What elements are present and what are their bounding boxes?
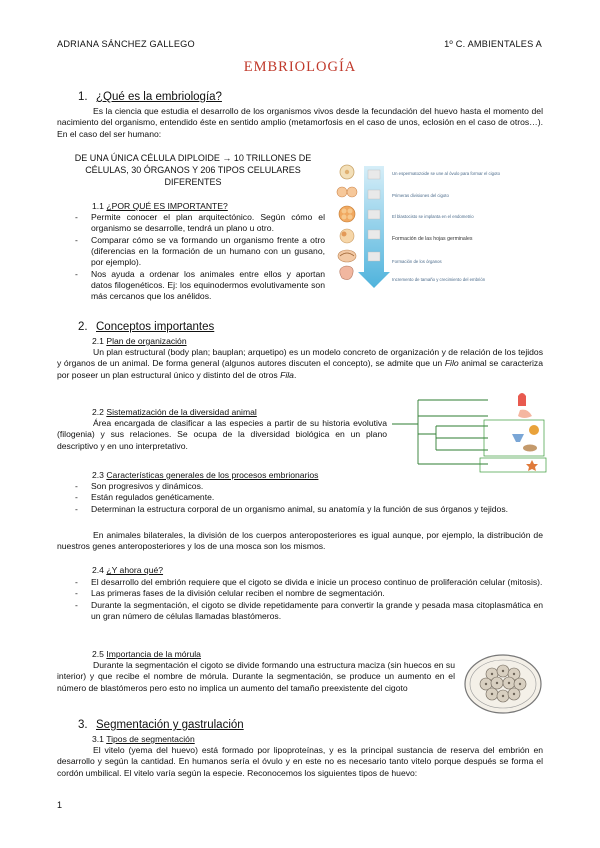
header-course: 1º C. AMBIENTALES A	[444, 39, 542, 49]
figure-caption: El blastocisto se implanta en el endometrio	[392, 214, 474, 219]
section-1-heading: 1. ¿Qué es la embriología?	[78, 91, 222, 103]
figure-caption: Primeras divisiones del cigoto	[392, 193, 449, 198]
figure-caption: Un espermatozoide se une al óvulo para formar el cigoto	[392, 171, 500, 176]
list-item: - El desarrollo del embrión requiere que el cigoto se divida e inicie un proceso continuo de proliferación celular (mitosis).	[75, 577, 543, 588]
stage-zygote	[340, 165, 354, 179]
subsection-2-2-text: Área encargada de clasificar a las especies a partir de su historia evolutiva (filogenia) y sus relaciones. Se ocupa de la diversidad biológica en un plano descriptivo y en uno interpretativo.	[57, 418, 387, 451]
phylogenetic-tree-figure	[392, 390, 548, 474]
embryonic-processes-list	[75, 481, 543, 515]
list-item: - Permite conocer el plan arquitectónico. Según cómo el organismo se desarrolle, tendrá un plano u otro.	[75, 212, 325, 235]
subsection-3-1-text: El vitelo (yema del huevo) está formado por lipoproteínas, y es la principal sustancia de reserva del embrión en desarrollo y según la cantidad. En humanos sería el óvulo y en este no es necesario tanto vitelo porque después se forma el cordón umbilical. El vitelo varía según la especie. Reconocemos los siguientes tipos de huevo:	[57, 745, 543, 778]
page-header	[57, 38, 542, 50]
animal-illustrations	[512, 393, 539, 471]
page-number: 1	[57, 800, 63, 810]
list-item: - Las primeras fases de la división celular reciben el nombre de segmentación.	[75, 588, 543, 599]
list-item: - Son progresivos y dinámicos.	[75, 481, 543, 492]
header-author: ADRIANA SÁNCHEZ GALLEGO	[57, 39, 195, 49]
section-1-intro: Es la ciencia que estudia el desarrollo de los organismos vivos desde la fecundación del huevo hasta el momento del nacimiento del organismo, entendido éste en sentido amplio (metamorfosis en el caso de unos, eclosión en el caso de otros…). En el caso del ser humano:	[57, 106, 543, 139]
highlight-statement: DE UNA ÚNICA CÉLULA DIPLOIDE → 10 TRILLONES DE CÉLULAS, 30 ÓRGANOS Y 206 TIPOS CELULARES DIFERENTES	[74, 153, 312, 187]
list-item: - Determinan la estructura corporal de un organismo animal, su anatomía y la función de sus órganos y tejidos.	[75, 504, 543, 515]
subsection-2-5-text: Durante la segmentación el cigoto se divide formando una estructura maciza (sin huecos en su interior) y que recibe el nombre de mórula. Durante la segmentación, se produce un aumento en el número de blastómeros pero esto no implica un aumento del tamaño preexistente del cigoto	[57, 660, 455, 693]
list-item: - Nos ayuda a ordenar los animales entre ellos y aportan datos filogenéticos. Ej: los equinodermos evolutivamente son más cercanos que los anélidos.	[75, 269, 325, 303]
list-item: - Comparar cómo se va formando un organismo frente a otro (diferencias en la formación de un humano con un gusano, por ejemplo).	[75, 235, 325, 269]
subsection-2-1-heading: 2.1 Plan de organización	[92, 336, 187, 346]
embryo-development-figure	[330, 160, 543, 290]
section-2-heading: 2. Conceptos importantes	[78, 321, 215, 333]
stage-embryo	[340, 266, 353, 280]
subsection-2-4-heading: 2.4 ¿Y ahora qué?	[92, 565, 164, 575]
stage-morula	[339, 206, 355, 222]
subsection-2-3-paragraph: En animales bilaterales, la división de los cuerpos anteroposteriores es igual aunque, por ejemplo, la distribución de nuestros genes anteroposteriores y los de una mosca son los mismos.	[57, 530, 543, 552]
morula-illustration	[462, 652, 544, 716]
list-item: - Están regulados genéticamente.	[75, 492, 543, 503]
subsection-1-1-heading: 1.1 ¿POR QUÉ ES IMPORTANTE?	[92, 201, 228, 211]
stage-blastocyst	[340, 229, 354, 243]
document-title: EMBRIOLOGÍA	[243, 59, 357, 75]
stage-gastrula	[338, 250, 356, 262]
figure-caption: Formación de las hojas germinales	[392, 236, 473, 242]
figure-caption: Incremento de tamaño y crecimiento del embrión	[392, 277, 486, 282]
subsection-2-1-text: Un plan estructural (body plan; bauplan; arquetipo) es un modelo concreto de organización y de relación de los tejidos y órganos de un animal. De forma general (algunos autores discuten el concepto), se admite que un Filo animal se caracteriza por poseer un plan estructural único y distinto del de otros Fila.	[57, 347, 543, 380]
list-item: - Durante la segmentación, el cigoto se divide repetidamente para convertir la grande y pesada masa citoplasmática en un gran número de células llamadas blastómeros.	[75, 600, 543, 623]
stage-cleavage	[337, 187, 357, 197]
section-3-heading: 3. Segmentación y gastrulación	[78, 719, 244, 731]
figure-caption: Formación de los órganos	[392, 259, 442, 264]
development-arrow	[358, 166, 390, 288]
importance-list	[75, 212, 325, 303]
subsection-2-3-heading: 2.3 Características generales de los procesos embrionarios	[92, 470, 319, 480]
subsection-2-5-heading: 2.5 Importancia de la mórula	[92, 649, 201, 659]
subsection-3-1-heading: 3.1 Tipos de segmentación	[92, 734, 195, 744]
next-steps-list	[75, 577, 543, 622]
subsection-2-2-heading: 2.2 Sistematización de la diversidad animal	[92, 407, 257, 417]
